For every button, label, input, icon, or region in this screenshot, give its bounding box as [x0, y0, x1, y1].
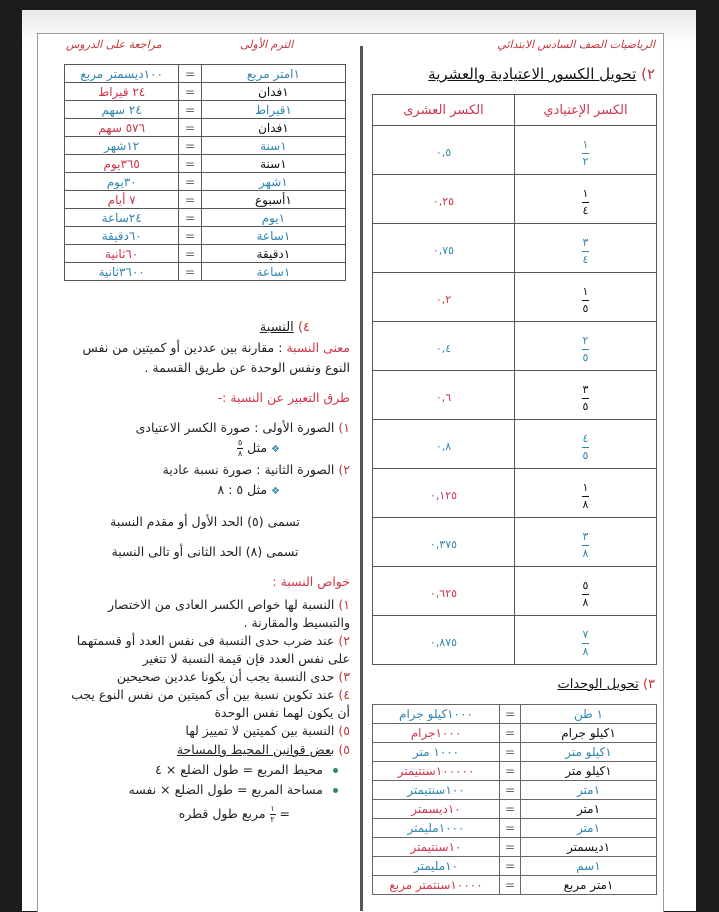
item-number: ٢) — [338, 633, 350, 648]
table-row — [65, 191, 346, 209]
section-number: ٢) — [641, 65, 655, 83]
unit-left: ١شهر — [201, 173, 345, 191]
fraction — [582, 433, 589, 462]
decimal-cell — [373, 567, 515, 616]
unit-left: ١ساعة — [201, 263, 345, 281]
common-fraction-cell — [514, 371, 656, 420]
formula-extra — [60, 804, 350, 824]
table-row — [373, 838, 657, 857]
item-number: ٥) — [338, 723, 350, 738]
fractions-section-title — [428, 65, 655, 83]
fraction — [582, 531, 589, 560]
review-header: مراجعة على الدروس — [66, 38, 162, 51]
table-row — [373, 518, 657, 567]
unit-right: ١٠٠٠٠٠سنتيمتر — [373, 762, 500, 781]
denominator: ٨ — [237, 449, 243, 458]
example-two — [60, 480, 350, 502]
table-row — [373, 567, 657, 616]
time-area-units-table — [64, 64, 346, 281]
equals-cell: = — [500, 819, 521, 838]
fraction — [582, 237, 589, 266]
common-fraction-cell — [514, 518, 656, 567]
example-one — [60, 438, 350, 460]
denominator: ٥ — [582, 350, 589, 364]
unit-right: ١٠مليمتر — [373, 857, 500, 876]
item-number: ٣) — [338, 669, 350, 684]
decimal-cell — [373, 175, 515, 224]
table-row — [65, 101, 346, 119]
table-row — [373, 743, 657, 762]
decimal-value: ٠,٧٥ — [432, 243, 455, 257]
fraction — [582, 580, 589, 609]
subject-header: الرياضيات الصف السادس الابتدائي — [497, 38, 655, 51]
unit-right: ٣٦٠٠ثانية — [65, 263, 179, 281]
column-divider — [360, 46, 363, 911]
example-fraction — [237, 439, 243, 458]
equals-sign: = — [279, 806, 290, 821]
table-row — [65, 83, 346, 101]
unit-right: ٧ أيام — [65, 191, 179, 209]
equals-cell: = — [179, 263, 201, 281]
property-item — [60, 722, 350, 740]
equals-cell: = — [179, 209, 201, 227]
table-row — [373, 420, 657, 469]
numerator: ١ — [582, 284, 589, 298]
numerator: ٤ — [582, 431, 589, 445]
table-row — [65, 173, 346, 191]
unit-right: ١٠سنتيمتر — [373, 838, 500, 857]
unit-right: ١٠٠٠كيلو جرام — [373, 705, 500, 724]
common-fraction-cell — [514, 420, 656, 469]
common-fraction-cell — [514, 322, 656, 371]
section-number: ٤) — [297, 320, 310, 335]
table-row — [373, 616, 657, 665]
unit-right: ١٠٠سنتيمتر — [373, 781, 500, 800]
decimal-cell — [373, 616, 515, 665]
section-number: ٣) — [642, 677, 655, 692]
table-row — [373, 724, 657, 743]
bullet-icon — [333, 788, 338, 793]
properties-label: خواص النسبة : — [272, 574, 350, 589]
unit-left: ١سنة — [201, 137, 345, 155]
table-row — [373, 800, 657, 819]
fraction — [582, 286, 589, 315]
equals-cell: = — [500, 724, 521, 743]
decimal-value: ٠,٨ — [435, 439, 452, 453]
decimal-value: ٠,٣٧٥ — [429, 537, 458, 551]
fractions-table — [372, 94, 657, 665]
table-row — [373, 224, 657, 273]
decimal-cell — [373, 273, 515, 322]
common-fraction-cell — [514, 224, 656, 273]
common-fraction-cell — [514, 126, 656, 175]
fraction — [582, 139, 589, 168]
section-title-text: تحويل الكسور الاعتيادية والعشرية — [428, 65, 637, 83]
denominator: ٤ — [582, 203, 589, 217]
common-fraction-cell — [514, 469, 656, 518]
form-two — [60, 460, 350, 480]
table-row — [373, 273, 657, 322]
table-row — [373, 762, 657, 781]
property-item — [60, 632, 350, 668]
fraction — [582, 335, 589, 364]
conversion-section-title — [557, 677, 655, 692]
equals-cell: = — [179, 155, 201, 173]
unit-conversion-table — [372, 704, 657, 895]
denominator: ٤ — [582, 252, 589, 266]
unit-left: ١كيلو متر — [521, 743, 657, 762]
unit-right: ١٠ديسمتر — [373, 800, 500, 819]
equals-cell: = — [500, 705, 521, 724]
common-fraction-cell — [514, 175, 656, 224]
formula-text: محيط المربع = طول الضلع × ٤ — [155, 762, 323, 777]
half-fraction — [270, 805, 276, 824]
unit-left: ١ديسمتر — [521, 838, 657, 857]
equals-cell: = — [500, 743, 521, 762]
ratio-meaning — [60, 338, 350, 378]
unit-left: ١كيلو متر — [521, 762, 657, 781]
numerator: ٣ — [582, 235, 589, 249]
numerator: ٣ — [582, 382, 589, 396]
property-text: عند ضرب حدى النسبة فى نفس العدد أو قسمتهما على نفس العدد فإن قيمة النسبة لا تتغير — [76, 633, 350, 666]
equals-cell: = — [179, 173, 201, 191]
table-row — [373, 705, 657, 724]
denominator: ٨ — [582, 595, 589, 609]
unit-left: ١متر — [521, 819, 657, 838]
fraction — [582, 482, 589, 511]
decimal-cell — [373, 322, 515, 371]
unit-left: ١متر — [521, 800, 657, 819]
denominator: ٥ — [582, 301, 589, 315]
formulas-title-text: بعض قوانين المحيط والمساحة — [176, 742, 335, 757]
numerator: ٢ — [582, 333, 589, 347]
equals-cell: = — [500, 762, 521, 781]
decimal-value: ٠,٥ — [435, 145, 452, 159]
table-row — [65, 263, 346, 281]
term-two: تسمى (٨) الحد الثانى أو تالى النسبة — [111, 544, 299, 559]
table-row — [65, 155, 346, 173]
formula-item — [60, 780, 350, 800]
item-number: ٤) — [338, 687, 350, 702]
ratio-ways-label: طرق التعبير عن النسبة :- — [217, 390, 350, 405]
property-text: عند تكوين نسبة بين أى كميتين من نفس النوع يجب أن يكون لهما نفس الوحدة — [71, 687, 350, 720]
table-row — [373, 819, 657, 838]
table-row — [373, 126, 657, 175]
numerator: ٧ — [582, 627, 589, 641]
unit-right: ٦٠ثانية — [65, 245, 179, 263]
fraction — [582, 629, 589, 658]
equals-cell: = — [500, 876, 521, 895]
table-row — [373, 876, 657, 895]
decimal-cell — [373, 371, 515, 420]
unit-left: ١متر مربع — [521, 876, 657, 895]
table-row — [65, 209, 346, 227]
unit-right: ١٠٠٠٠سنتمتر مربع — [373, 876, 500, 895]
properties-list — [60, 596, 350, 740]
decimal-value: ٠,٦٢٥ — [429, 586, 458, 600]
numerator: ٥ — [237, 438, 243, 447]
equals-cell: = — [179, 245, 201, 263]
equals-cell: = — [179, 137, 201, 155]
property-item — [60, 596, 350, 632]
property-text: النسبة بين كميتين لا تمييز لها — [185, 723, 335, 738]
bullet-icon — [333, 768, 338, 773]
decimal-value: ٠,٦ — [435, 390, 452, 404]
unit-left: ١ طن — [521, 705, 657, 724]
formulas-title — [60, 740, 350, 760]
table-row — [65, 137, 346, 155]
unit-right: ١٠٠٠جرام — [373, 724, 500, 743]
equals-cell: = — [179, 83, 201, 101]
unit-right: ٣٦٥يوم — [65, 155, 179, 173]
unit-right: ٣٠يوم — [65, 173, 179, 191]
equals-cell: = — [179, 101, 201, 119]
unit-left: ١دقيقة — [201, 245, 345, 263]
header-decimal-fraction: الكسر العشرى — [373, 95, 515, 126]
numerator: ١ — [582, 137, 589, 151]
table-row — [65, 245, 346, 263]
header-common-fraction: الكسر الإعتيادي — [514, 95, 656, 126]
unit-right: ٢٤ساعة — [65, 209, 179, 227]
formula-list — [60, 760, 350, 800]
unit-left: ١سنة — [201, 155, 345, 173]
unit-left: ١امتر مربع — [201, 65, 345, 83]
meaning-text: : مقارنة بين عددين أو كميتين من نفس النوع ونفس الوحدة عن طريق القسمة . — [82, 340, 350, 375]
table-row — [65, 65, 346, 83]
denominator: ٥ — [582, 399, 589, 413]
denominator: ٥ — [582, 448, 589, 462]
formula-item — [60, 760, 350, 780]
fraction — [582, 188, 589, 217]
common-fraction-cell — [514, 273, 656, 322]
numerator: ١ — [270, 804, 275, 813]
example-ratio: ٥ : ٨ — [217, 482, 244, 497]
item-number: ٥) — [338, 742, 350, 757]
formula-extra-text: مربع طول قطره — [178, 806, 266, 821]
equals-cell: = — [500, 838, 521, 857]
unit-right: ٦٠دقيقة — [65, 227, 179, 245]
unit-right: ٢٤ سهم — [65, 101, 179, 119]
term-one: تسمى (٥) الحد الأول أو مقدم النسبة — [110, 514, 300, 529]
decimal-cell — [373, 224, 515, 273]
unit-left: ١أسبوع — [201, 191, 345, 209]
equals-cell: = — [179, 119, 201, 137]
table-row — [373, 371, 657, 420]
diamond-bullet-icon: ❖ — [271, 444, 280, 455]
equals-cell: = — [500, 857, 521, 876]
denominator: ٨ — [582, 546, 589, 560]
numerator: ١ — [582, 480, 589, 494]
unit-left: ١متر — [521, 781, 657, 800]
section-title-text: النسبة — [259, 320, 294, 335]
item-number: ٢) — [338, 462, 350, 477]
denominator: ٢ — [582, 154, 589, 168]
example-label: مثل — [247, 482, 268, 497]
table-row — [373, 175, 657, 224]
decimal-cell — [373, 518, 515, 567]
form-one — [60, 418, 350, 438]
unit-left: ١فدان — [201, 119, 345, 137]
denominator: ٢ — [270, 815, 275, 824]
unit-right: ١٠٠٠مليمتر — [373, 819, 500, 838]
decimal-value: ٠,٤ — [435, 341, 452, 355]
numerator: ٥ — [582, 578, 589, 592]
unit-left: ١يوم — [201, 209, 345, 227]
meaning-label: معنى النسبة — [286, 340, 350, 355]
unit-right: ١٢شهر — [65, 137, 179, 155]
formula-text: مساحة المربع = طول الضلع × نفسه — [128, 782, 323, 797]
property-text: النسبة لها خواص الكسر العادى من الاختصار والتبسيط والمقارنة . — [108, 597, 350, 630]
property-item — [60, 668, 350, 686]
denominator: ٨ — [582, 644, 589, 658]
equals-cell: = — [500, 781, 521, 800]
equals-cell: = — [179, 191, 201, 209]
unit-left: ١فدان — [201, 83, 345, 101]
decimal-cell — [373, 126, 515, 175]
equals-cell: = — [179, 227, 201, 245]
decimal-value: ٠,٨٧٥ — [429, 635, 458, 649]
item-number: ١) — [338, 597, 350, 612]
unit-left: ١كيلو جرام — [521, 724, 657, 743]
unit-right: ١٠٠٠ متر — [373, 743, 500, 762]
form-one-text: الصورة الأولى : صورة الكسر الاعتيادى — [135, 420, 335, 435]
decimal-cell — [373, 469, 515, 518]
section-title-text: تحويل الوحدات — [557, 677, 639, 692]
equals-cell: = — [179, 65, 201, 83]
decimal-value: ٠,٢٥ — [432, 194, 455, 208]
common-fraction-cell — [514, 567, 656, 616]
unit-left: ١قيراط — [201, 101, 345, 119]
table-row — [373, 857, 657, 876]
example-label: مثل — [247, 440, 268, 455]
common-fraction-cell — [514, 616, 656, 665]
table-row — [65, 227, 346, 245]
table-row — [373, 322, 657, 371]
term-header: الترم الأولى — [240, 38, 294, 51]
unit-right: ٢٤ قيراط — [65, 83, 179, 101]
numerator: ١ — [582, 186, 589, 200]
item-number: ١) — [338, 420, 350, 435]
unit-left: ١ساعة — [201, 227, 345, 245]
form-two-text: الصورة الثانية : صورة نسبة عادية — [162, 462, 335, 477]
unit-right: ١٠٠ديسمتر مربع — [65, 65, 179, 83]
decimal-cell — [373, 420, 515, 469]
denominator: ٨ — [582, 497, 589, 511]
ratio-section — [60, 318, 350, 824]
property-item — [60, 686, 350, 722]
table-row — [65, 119, 346, 137]
decimal-value: ٠,١٢٥ — [429, 488, 458, 502]
fraction — [582, 384, 589, 413]
table-row — [373, 469, 657, 518]
numerator: ٣ — [582, 529, 589, 543]
equals-cell: = — [500, 800, 521, 819]
property-text: حدى النسبة يجب أن يكونا عددين صحيحين — [116, 669, 335, 684]
ratio-title — [60, 318, 350, 338]
decimal-value: ٠,٢ — [435, 292, 452, 306]
unit-left: ١سم — [521, 857, 657, 876]
table-row — [373, 781, 657, 800]
unit-right: ٥٧٦ سهم — [65, 119, 179, 137]
diamond-bullet-icon: ❖ — [271, 486, 280, 497]
